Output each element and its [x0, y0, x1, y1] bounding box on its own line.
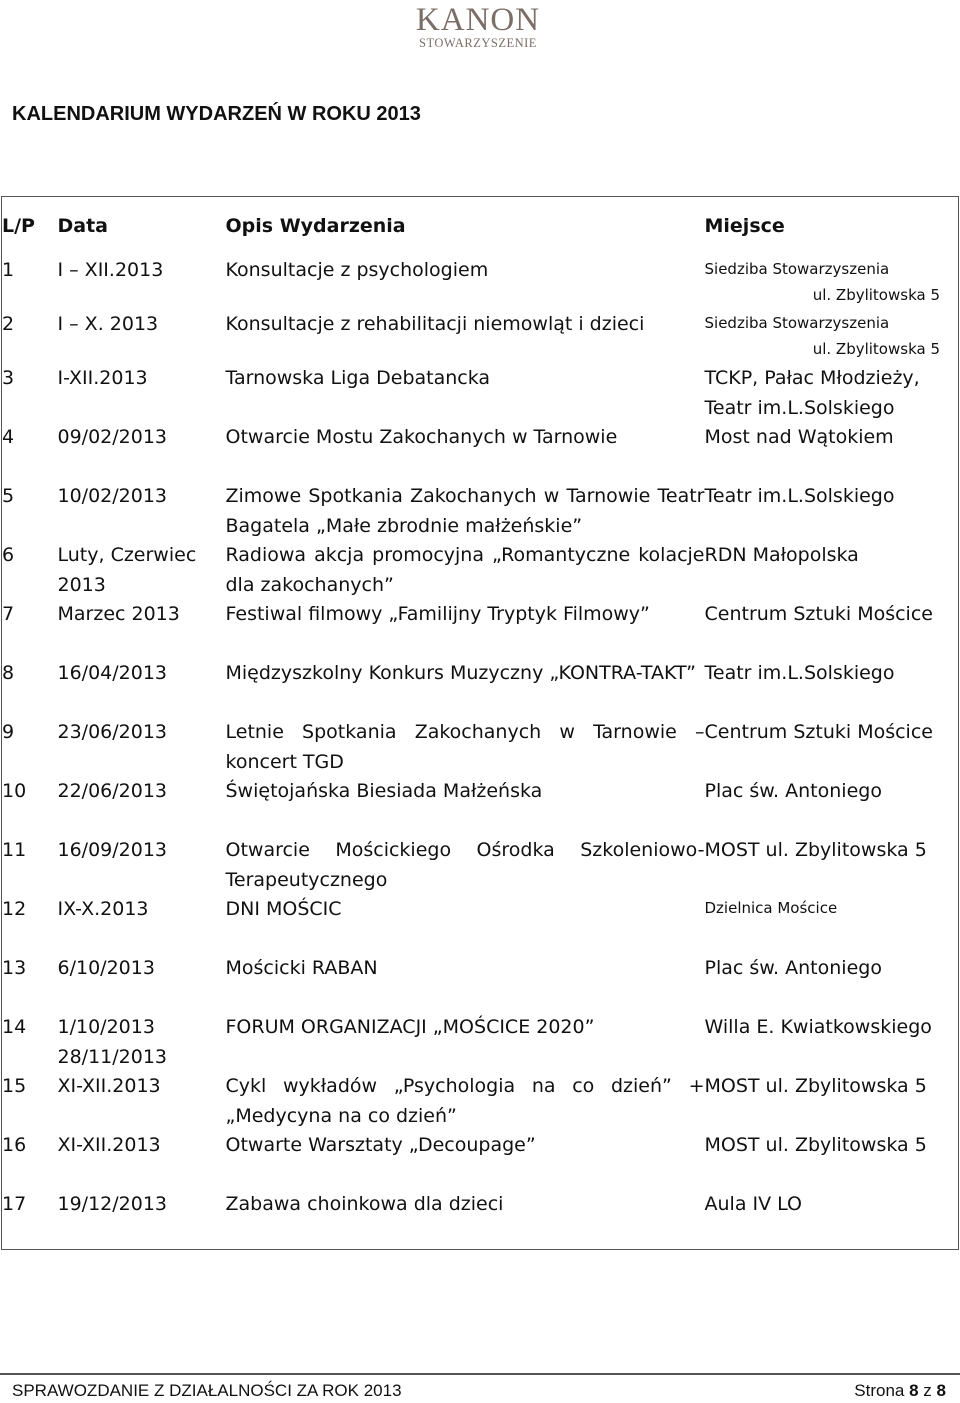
table-row [2, 954, 959, 1013]
row-number: 4 [2, 426, 15, 448]
row-number: 5 [2, 485, 15, 507]
row-place: Aula IV LO [704, 1193, 803, 1215]
kanon-logo [398, 2, 558, 52]
logo-sub: STOWARZYSZENIE [419, 36, 537, 50]
row-number: 7 [2, 603, 15, 625]
row-date: Luty, Czerwiec 2013 [57, 544, 197, 596]
row-description: Otwarte Warsztaty „Decoupage” [225, 1134, 536, 1156]
row-place: MOST ul. Zbylitowska 5 [704, 839, 927, 861]
page-footer [0, 1373, 960, 1400]
events-table [1, 196, 959, 1250]
header-lp: L/P [2, 215, 35, 237]
table-row [2, 895, 959, 954]
row-description: Letnie Spotkania Zakochanych w Tarnowie – koncert TGD [225, 721, 705, 773]
header-place: Miejsce [704, 215, 785, 237]
footer-of: z [923, 1381, 932, 1400]
row-place: Plac św. Antoniego [704, 780, 882, 802]
row-number: 15 [2, 1075, 27, 1097]
place-line-2: ul. Zbylitowska 5 [812, 340, 940, 358]
footer-total: 8 [936, 1381, 946, 1400]
row-description: Zabawa choinkowa dla dzieci [225, 1193, 504, 1215]
table-row [2, 1131, 959, 1190]
page-title: KALENDARIUM WYDARZEŃ W ROKU 2013 [12, 103, 421, 125]
row-date: IX-X.2013 [57, 898, 149, 920]
table-row [2, 310, 959, 364]
row-number: 3 [2, 367, 15, 389]
table-row [2, 718, 959, 777]
row-date: 16/09/2013 [57, 839, 168, 861]
row-place: RDN Małopolska [704, 544, 859, 566]
row-description: Festiwal filmowy „Familijny Tryptyk Filmowy” [225, 603, 650, 625]
row-description: FORUM ORGANIZACJI „MOŚCICE 2020” [225, 1016, 595, 1038]
row-description: DNI MOŚCIC [225, 898, 342, 920]
place-line-1: Siedziba Stowarzyszenia [704, 260, 890, 278]
row-date: XI-XII.2013 [57, 1075, 161, 1097]
row-description: Mościcki RABAN [225, 957, 378, 979]
row-number: 12 [2, 898, 27, 920]
row-place [705, 256, 959, 310]
row-place: MOST ul. Zbylitowska 5 [704, 1134, 927, 1156]
row-number: 10 [2, 780, 27, 802]
row-date: XI-XII.2013 [57, 1134, 161, 1156]
place-line-2: ul. Zbylitowska 5 [812, 286, 940, 304]
row-date: 23/06/2013 [57, 721, 168, 743]
row-date: I – X. 2013 [57, 313, 159, 335]
row-number: 11 [2, 839, 27, 861]
row-place: Plac św. Antoniego [704, 957, 882, 979]
row-date: 16/04/2013 [57, 662, 168, 684]
row-description: Tarnowska Liga Debatancka [225, 367, 491, 389]
row-date: I-XII.2013 [57, 367, 148, 389]
row-date: 09/02/2013 [57, 426, 168, 448]
footer-page: 8 [909, 1381, 919, 1400]
table-row [2, 423, 959, 482]
table-row [2, 1072, 959, 1131]
row-description: Zimowe Spotkania Zakochanych w Tarnowie Teatr Bagatela „Małe zbrodnie małżeńskie” [225, 485, 705, 537]
table-row [2, 777, 959, 836]
table-row [2, 541, 959, 600]
footer-report-title: SPRAWOZDANIE Z DZIAŁALNOŚCI ZA ROK 2013 [12, 1381, 402, 1400]
row-date: 10/02/2013 [57, 485, 168, 507]
row-number: 9 [2, 721, 15, 743]
row-description: Konsultacje z rehabilitacji niemowląt i dzieci [225, 313, 645, 335]
row-date: Marzec 2013 [57, 603, 180, 625]
footer-page-label: Strona [854, 1381, 905, 1400]
row-number: 1 [2, 259, 15, 281]
row-description: Międzyszkolny Konkurs Muzyczny „KONTRA-TAKT” [225, 662, 696, 684]
header-description: Opis Wydarzenia [225, 215, 406, 237]
row-description: Otwarcie Mostu Zakochanych w Tarnowie [225, 426, 618, 448]
table-row [2, 1190, 959, 1250]
row-number: 13 [2, 957, 27, 979]
row-number: 17 [2, 1193, 27, 1215]
table-header-row [2, 197, 959, 257]
row-place [705, 310, 959, 364]
row-number: 8 [2, 662, 15, 684]
row-date: I – XII.2013 [57, 259, 164, 281]
row-description: Konsultacje z psychologiem [225, 259, 489, 281]
table-row [2, 482, 959, 541]
row-date: 1/10/2013 28/11/2013 [57, 1016, 168, 1068]
row-place: Centrum Sztuki Mościce [704, 721, 933, 743]
row-date: 19/12/2013 [57, 1193, 168, 1215]
row-place: Dzielnica Mościce [704, 899, 838, 917]
row-description: Świętojańska Biesiada Małżeńska [225, 780, 543, 802]
row-number: 16 [2, 1134, 27, 1156]
header-date: Data [57, 215, 108, 237]
place-line-1: Siedziba Stowarzyszenia [704, 314, 890, 332]
footer-page-number [854, 1381, 946, 1401]
table-row [2, 256, 959, 310]
row-place: Teatr im.L.Solskiego [704, 662, 895, 684]
row-description: Radiowa akcja promocyjna „Romantyczne kolacje dla zakochanych” [225, 544, 705, 596]
row-date: 6/10/2013 [57, 957, 155, 979]
table-row [2, 600, 959, 659]
table-row [2, 1013, 959, 1072]
row-description: Cykl wykładów „Psychologia na co dzień” + „Medycyna na co dzień” [225, 1075, 705, 1127]
row-place: Willa E. Kwiatkowskiego [704, 1016, 932, 1038]
logo-name: KANON [415, 2, 541, 38]
row-date: 22/06/2013 [57, 780, 168, 802]
row-description: Otwarcie Mościckiego Ośrodka Szkoleniowo-Terapeutycznego [225, 839, 705, 891]
row-place: TCKP, Pałac Młodzieży, Teatr im.L.Solskiego [704, 367, 920, 419]
row-place: Most nad Wątokiem [704, 426, 894, 448]
table-row [2, 364, 959, 423]
row-place: MOST ul. Zbylitowska 5 [704, 1075, 927, 1097]
row-number: 6 [2, 544, 15, 566]
table-row [2, 836, 959, 895]
row-number: 2 [2, 313, 15, 335]
row-number: 14 [2, 1016, 27, 1038]
row-place: Teatr im.L.Solskiego [704, 485, 895, 507]
row-place: Centrum Sztuki Mościce [704, 603, 933, 625]
table-row [2, 659, 959, 718]
